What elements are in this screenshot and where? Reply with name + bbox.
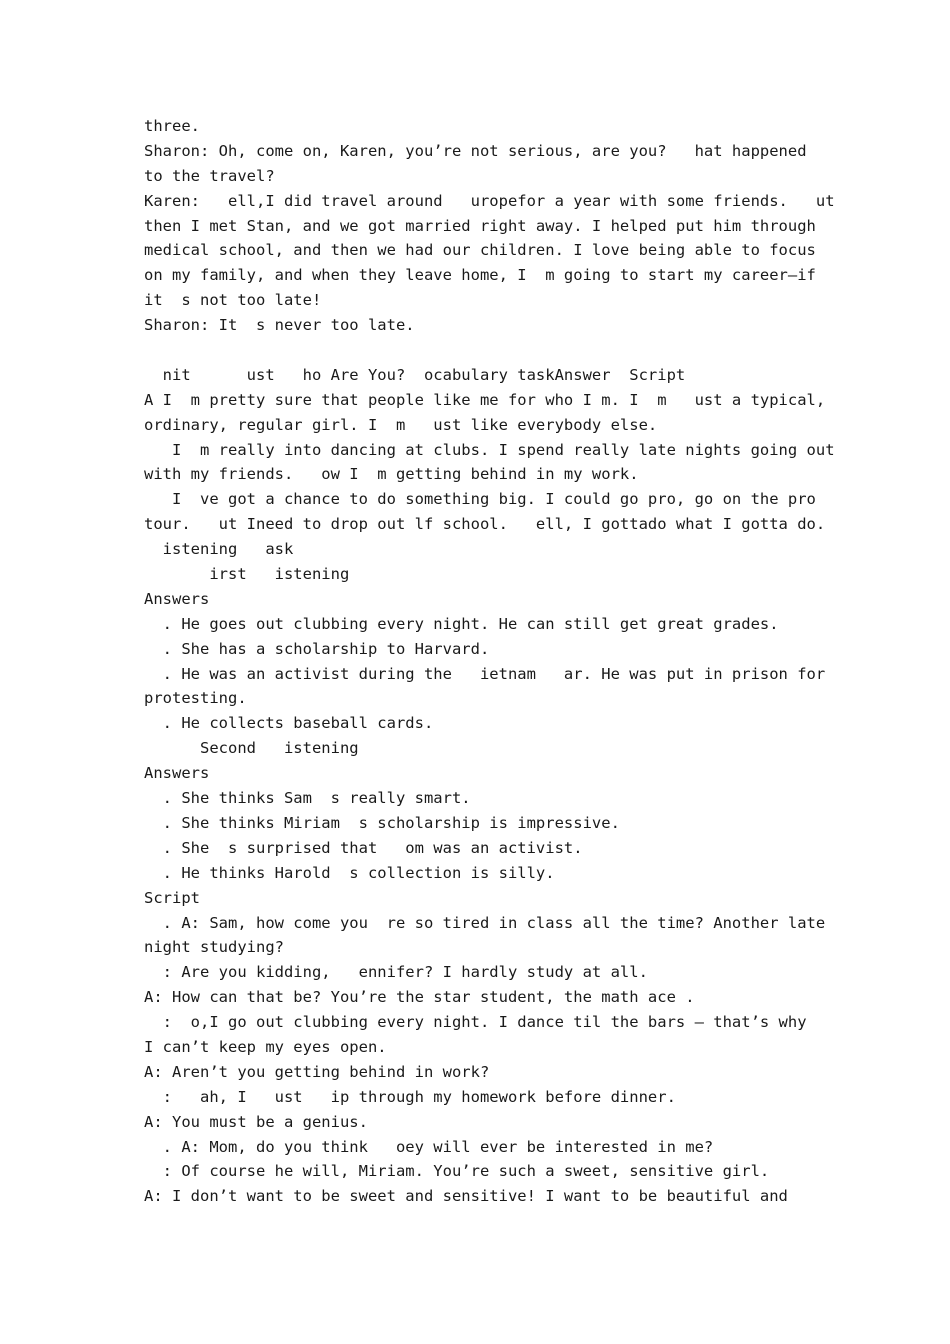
script-line: : ah, I ust ip through my homework before dinner. bbox=[144, 1087, 676, 1106]
text-line: it s not too late! bbox=[144, 291, 322, 310]
section-heading: Answers bbox=[144, 589, 210, 608]
text-line: protesting. bbox=[144, 689, 247, 708]
text-line: with my friends. ow I m getting behind in my work. bbox=[144, 465, 639, 484]
script-line: A: You must be a genius. bbox=[144, 1112, 368, 1131]
answer-item: . He was an activist during the ietnam ar. He was put in prison for bbox=[144, 664, 826, 683]
text-line: on my family, and when they leave home, I m going to start my career—if bbox=[144, 266, 816, 285]
section-heading: irst istening bbox=[144, 565, 350, 584]
text-line: then I met Stan, and we got married right away. I helped put him through bbox=[144, 216, 816, 235]
script-line: : Of course he will, Miriam. You’re such a sweet, sensitive girl. bbox=[144, 1162, 770, 1181]
text-line: Sharon: It s never too late. bbox=[144, 316, 415, 335]
section-heading: istening ask bbox=[144, 540, 294, 559]
script-line: night studying? bbox=[144, 938, 284, 957]
answer-item: . She has a scholarship to Harvard. bbox=[144, 639, 490, 658]
answer-item: . She s surprised that om was an activist. bbox=[144, 838, 583, 857]
script-line: : o,I go out clubbing every night. I dance til the bars — that’s why bbox=[144, 1013, 807, 1032]
text-line: Karen: ell,I did travel around uropefor a year with some friends. ut bbox=[144, 191, 835, 210]
text-line: tour. ut Ineed to drop out lf school. ell, I gottado what I gotta do. bbox=[144, 515, 826, 534]
document-body bbox=[144, 114, 844, 1209]
text-line: to the travel? bbox=[144, 166, 275, 185]
text-line: three. bbox=[144, 117, 200, 135]
answer-item: . He goes out clubbing every night. He can still get great grades. bbox=[144, 614, 779, 633]
text-line: I ve got a chance to do something big. I could go pro, go on the pro bbox=[144, 490, 816, 509]
answer-item: . He thinks Harold s collection is silly. bbox=[144, 863, 555, 882]
section-heading: Answers bbox=[144, 764, 210, 783]
text-line: A I m pretty sure that people like me for who I m. I m ust a typical, bbox=[144, 390, 826, 409]
section-heading: Second istening bbox=[144, 739, 359, 758]
script-line: A: I don’t want to be sweet and sensitive! I want to be beautiful and bbox=[144, 1187, 788, 1206]
script-line: I can’t keep my eyes open. bbox=[144, 1037, 387, 1056]
text-line: ordinary, regular girl. I m ust like everybody else. bbox=[144, 415, 658, 434]
text-line: I m really into dancing at clubs. I spend really late nights going out bbox=[144, 440, 835, 459]
section-heading: Script bbox=[144, 888, 200, 907]
text-line: medical school, and then we had our children. I love being able to focus bbox=[144, 241, 816, 260]
text-line: Sharon: Oh, come on, Karen, you’re not serious, are you? hat happened bbox=[144, 141, 807, 160]
script-line: A: Aren’t you getting behind in work? bbox=[144, 1062, 490, 1081]
script-line: . A: Sam, how come you re so tired in class all the time? Another late bbox=[144, 913, 826, 932]
answer-item: . She thinks Miriam s scholarship is impressive. bbox=[144, 813, 620, 832]
script-line: A: How can that be? You’re the star student, the math ace . bbox=[144, 988, 695, 1007]
answer-item: . She thinks Sam s really smart. bbox=[144, 789, 471, 808]
script-line: . A: Mom, do you think oey will ever be interested in me? bbox=[144, 1137, 714, 1156]
blank-line bbox=[144, 338, 844, 363]
section-heading: nit ust ho Are You? ocabulary taskAnswer Script bbox=[144, 365, 686, 384]
answer-item: . He collects baseball cards. bbox=[144, 714, 434, 733]
script-line: : Are you kidding, ennifer? I hardly study at all. bbox=[144, 963, 648, 982]
